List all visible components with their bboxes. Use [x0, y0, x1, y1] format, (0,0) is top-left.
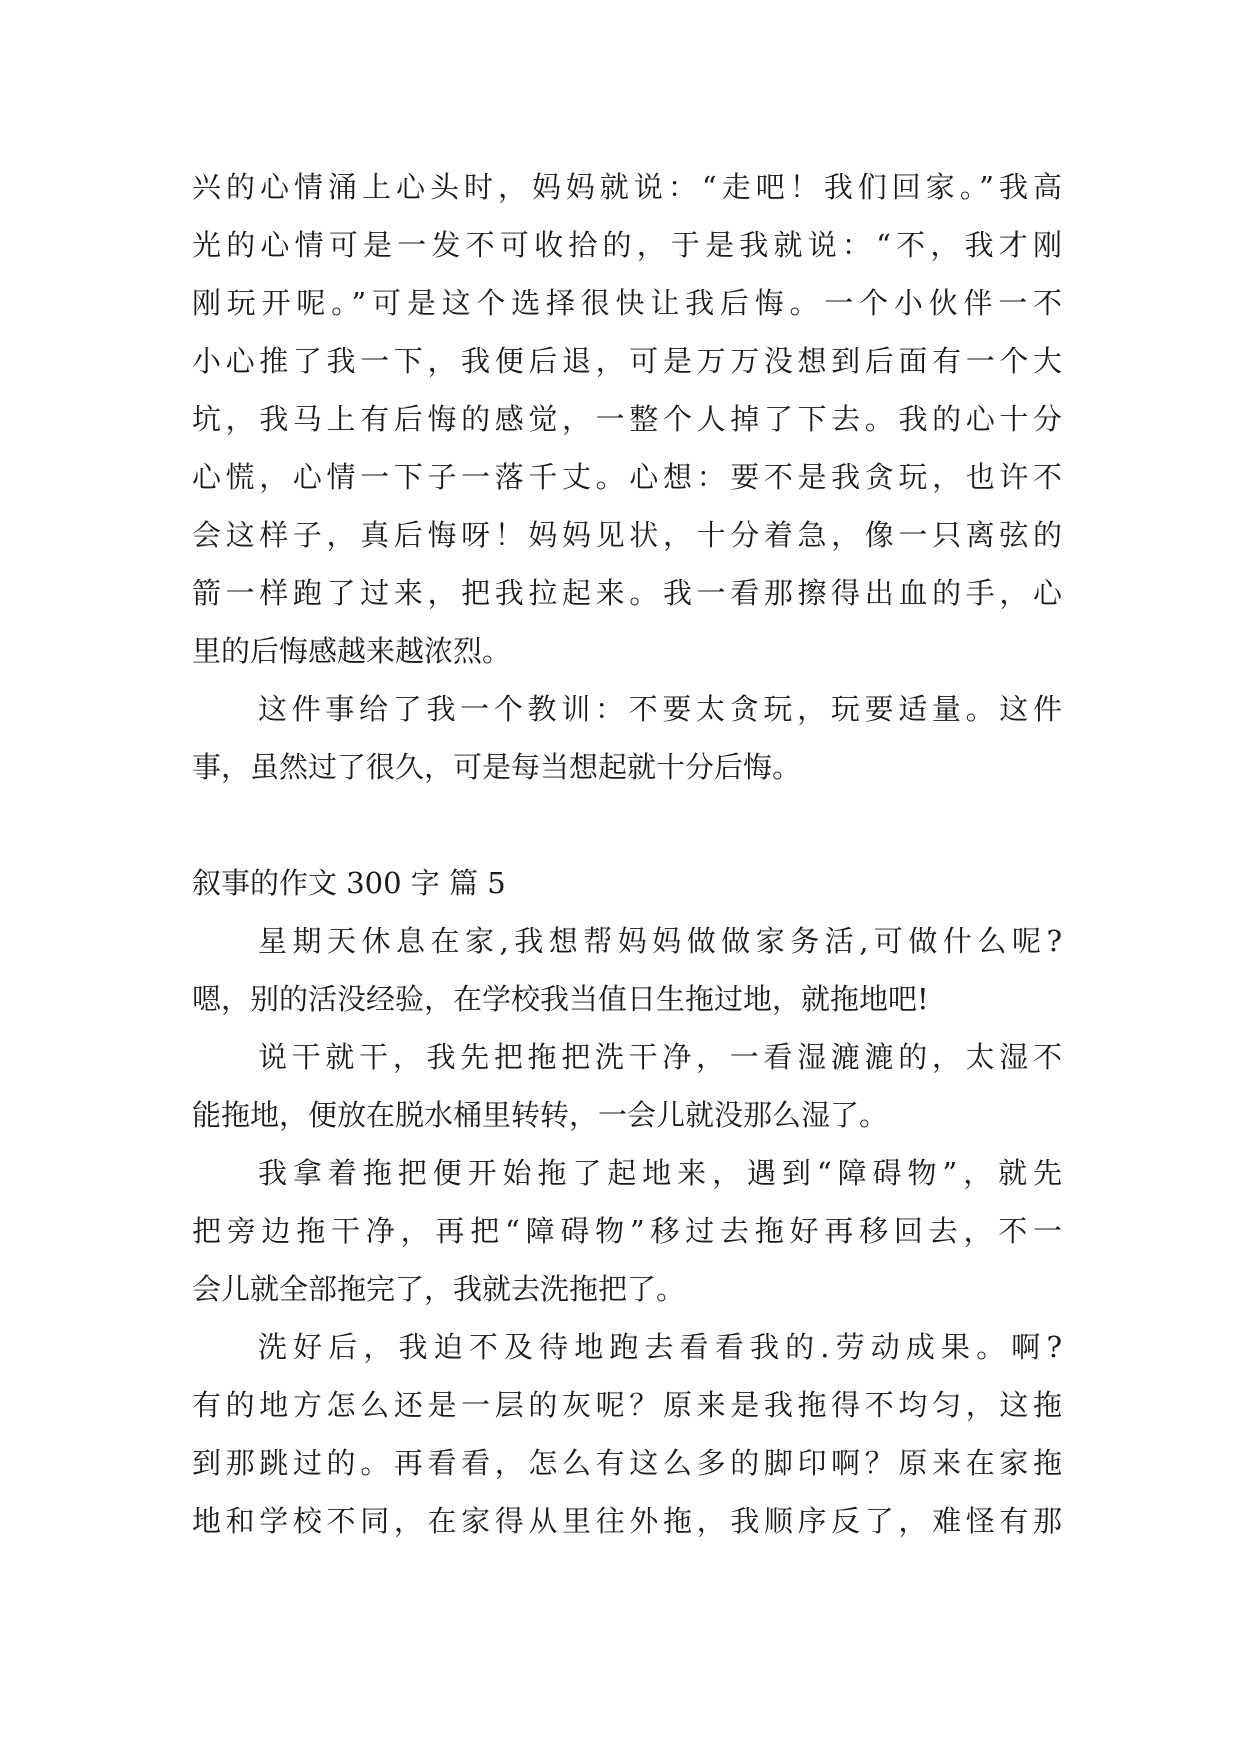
text-line: 会儿就全部拖完了，我就去洗拖把了。: [192, 1272, 686, 1306]
document-page: [192, 158, 1062, 1550]
text-line: 箭一样跑了过来，把我拉起来。我一看那擦得出血的手，心: [192, 576, 1062, 610]
text-line: 小心推了我一下，我便后退，可是万万没想到后面有一个大: [192, 344, 1062, 378]
paragraph-conclusion: [192, 680, 1062, 796]
text-line: 光的心情可是一发不可收拾的，于是我就说：“不，我才刚: [192, 228, 1062, 262]
paragraph-2: [192, 1028, 1062, 1144]
text-line: 到那跳过的。再看看，怎么有这么多的脚印啊？原来在家拖: [192, 1446, 1062, 1480]
text-line: 坑，我马上有后悔的感觉，一整个人掉了下去。我的心十分: [192, 402, 1062, 436]
text-line: 嗯，别的活没经验，在学校我当值日生拖过地，就拖地吧!: [192, 982, 929, 1016]
paragraph-1: [192, 912, 1062, 1028]
essay-heading: 叙事的作文 300 字 篇 5: [192, 866, 506, 900]
text-line: 能拖地，便放在脱水桶里转转，一会儿就没那么湿了。: [192, 1098, 889, 1132]
text-line: 我拿着拖把便开始拖了起地来，遇到“障碍物”，就先: [258, 1156, 1062, 1190]
text-line: 洗好后，我迫不及待地跑去看看我的.劳动成果。啊?: [258, 1330, 1062, 1364]
paragraph-continued: [192, 158, 1062, 680]
text-line: 刚玩开呢。”可是这个选择很快让我后悔。一个小伙伴一不: [192, 286, 1062, 320]
text-line: 说干就干，我先把拖把洗干净，一看湿漉漉的，太湿不: [258, 1040, 1062, 1074]
text-line: 地和学校不同，在家得从里往外拖，我顺序反了，难怪有那: [192, 1504, 1062, 1538]
text-line: 事，虽然过了很久，可是每当想起就十分后悔。: [192, 750, 802, 784]
text-line: 有的地方怎么还是一层的灰呢？原来是我拖得不均匀，这拖: [192, 1388, 1062, 1422]
text-line: 里的后悔感越来越浓烈。: [192, 634, 512, 668]
text-line: 心慌，心情一下子一落千丈。心想：要不是我贪玩，也许不: [192, 460, 1062, 494]
text-line: 星期天休息在家,我想帮妈妈做做家务活,可做什么呢?: [258, 924, 1062, 958]
paragraph-4: [192, 1318, 1062, 1550]
text-line: 会这样子，真后悔呀！妈妈见状，十分着急，像一只离弦的: [192, 518, 1062, 552]
section-gap: [192, 796, 1062, 854]
text-line: 这件事给了我一个教训：不要太贪玩，玩要适量。这件: [258, 692, 1062, 726]
text-line: 兴的心情涌上心头时，妈妈就说：“走吧！我们回家。”我高: [192, 170, 1062, 204]
text-line: 把旁边拖干净，再把“障碍物”移过去拖好再移回去，不一: [192, 1214, 1062, 1248]
paragraph-3: [192, 1144, 1062, 1318]
